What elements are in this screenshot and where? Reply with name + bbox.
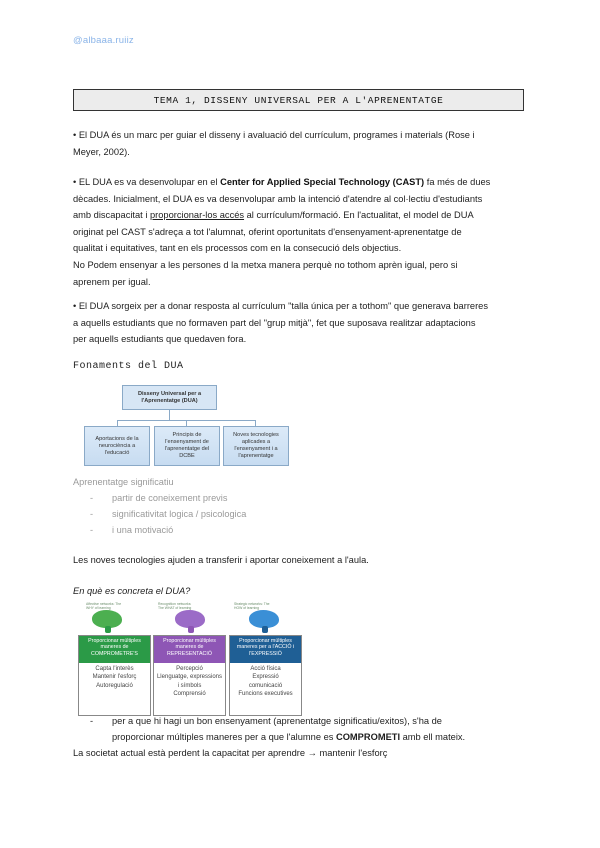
paragraph-line: • EL DUA es va desenvolupar en el Center for Applied Special Technology (CAST) fa més de dues <box>73 177 491 187</box>
concreta-heading: En què es concreta el DUA? <box>73 586 191 596</box>
dua-card-header: Proporcionar múltiples maneres de REPRESENTACIÓ <box>154 636 225 663</box>
paragraph-line: a aquells estudiants que no formaven part del "grup mitjà", fet que suposava realitzar adaptacions <box>73 317 476 328</box>
paragraph-line: No Podem ensenyar a les persones d la metxa manera perquè no tothom aprèn igual, pero si <box>73 259 458 270</box>
bullet-item-continuation: proporcionar múltiples maneres per a que l'alumne es COMPROMETI amb ell mateix. <box>112 732 466 742</box>
emphasis-word: COMPROMETI <box>335 732 401 742</box>
paragraph-origin <box>73 174 528 290</box>
significatiu-item: - significativitat logica / psicologica <box>90 509 247 519</box>
paragraph-line: dècades. Inicialment, el DUA es va desenvolupar amb la intenció d'atendre al col·lectiu d'estudiants <box>73 193 483 204</box>
paragraph-line: • El DUA és un marc per guiar el disseny i avaluació del currículum, programes i materials (Rose i <box>73 130 475 140</box>
brain-stem-icon <box>105 626 111 633</box>
dua-card-header: Proporcionar múltiples maneres per a l'ACCIÓ i l'EXPRESSIÓ <box>230 636 301 663</box>
dash-marker: - <box>90 716 94 726</box>
dua-card-action-expression <box>229 600 319 710</box>
brain-stem-icon <box>262 626 268 633</box>
tech-sentence: Les noves tecnologies ajuden a transferir i aportar coneixement a l'aula. <box>73 555 369 565</box>
dua-card-body: Percepció Llenguatge, expressions i símbols Comprensió <box>156 666 223 698</box>
dua-card-body: Acció física Expressió comunicació Funcions executives <box>238 666 293 698</box>
significatiu-heading: Aprenentatge significatiu <box>73 477 174 487</box>
underlined-phrase: proporcionar-los accés <box>150 210 245 221</box>
paragraph-line: Meyer, 2002). <box>73 146 130 157</box>
dua-card-body: Capta l'interès Mantenir l'esforç Autoregulació <box>92 666 137 689</box>
paragraph-line: originat pel CAST s'adreça a tot l'alumnat, oferint oportunitats d'ensenyament-aprenentatge de <box>73 226 462 237</box>
diagram-child-technologies: Noves tecnologies aplicades a l'ensenyament i a l'aprenentatge <box>223 426 289 466</box>
dash-marker: - <box>90 493 94 503</box>
diagram-connector <box>186 420 187 426</box>
diagram-connector <box>255 420 256 426</box>
paragraph-response <box>73 298 528 348</box>
paragraph-line: amb discapacitat i proporcionar-los accés al currículum/formació. En l'actualitat, el model de DUA <box>73 210 474 221</box>
diagram-connector <box>117 420 118 426</box>
diagram-child-neuroscience: Aportacions de la neurociència a l'educació <box>84 426 150 466</box>
brain-caption: Strategic networks: The HOW of learning <box>234 602 270 610</box>
paragraph-line: qualitat i equitatives, tant en els processos com en la consecució dels objectius. <box>73 243 402 254</box>
section-heading: Fonaments del DUA <box>73 361 184 372</box>
significatiu-item: - partir de coneixement previs <box>90 493 228 503</box>
bullet-item: - per a que hi hagi un bon ensenyament (aprenentatge significatiu/exitos), s'ha de <box>90 716 442 726</box>
dash-marker: - <box>90 509 94 519</box>
page-title: TEMA 1, DISSENY UNIVERSAL PER A L'APRENENTATGE <box>73 89 524 111</box>
dua-card-box <box>153 635 226 716</box>
paragraph-definition <box>73 127 528 160</box>
diagram-connector <box>169 410 170 420</box>
diagram-child-principles: Principis de l'ensenyament de l'aprenentatge del DCBE <box>154 426 220 466</box>
dua-card-box <box>78 635 151 716</box>
brain-caption: Recognition networks: The WHAT of learning <box>158 602 192 610</box>
author-handle: @albaaa.ruiiz <box>73 35 134 46</box>
final-sentence: La societat actual està perdent la capacitat per aprendre → mantenir l'esforç <box>73 748 388 758</box>
significatiu-item: - i una motivació <box>90 525 174 535</box>
right-arrow-icon: → <box>307 748 317 758</box>
paragraph-line: aprenem per igual. <box>73 276 151 287</box>
cast-name: Center for Applied Special Technology (CAST) <box>220 177 425 187</box>
paragraph-line: per aquells estudiants que quedaven fora. <box>73 334 247 345</box>
diagram-root: Disseny Universal per a l'Aprenentatge (DUA) <box>122 385 217 410</box>
diagram-connector <box>117 420 256 421</box>
dua-card-header: Proporcionar múltiples maneres de COMPROMETRE'S <box>79 636 150 663</box>
brain-stem-icon <box>188 626 194 633</box>
dua-card-box <box>229 635 302 716</box>
paragraph-line: • El DUA sorgeix per a donar resposta al currículum "talla única per a tothom" que generava barreres <box>73 301 488 311</box>
brain-caption: Affective networks: The WHY of learning <box>86 602 122 610</box>
dash-marker: - <box>90 525 94 535</box>
